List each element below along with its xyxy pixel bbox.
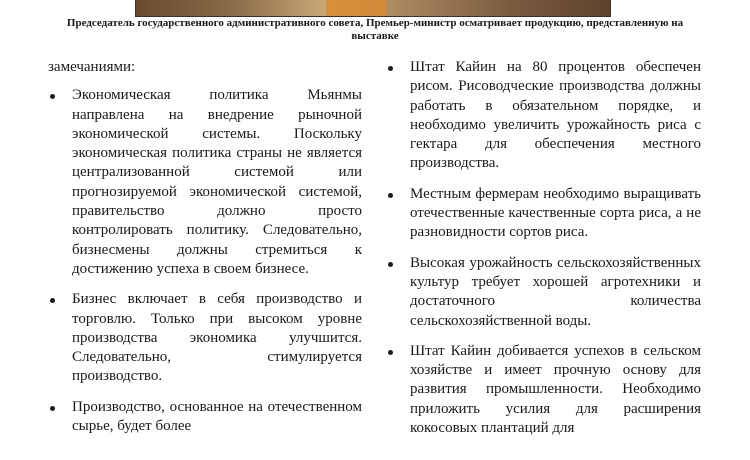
lead-text: замечаниями: [48,59,136,75]
bullet-icon [50,298,55,303]
right-column [386,58,701,449]
right-bullet-list [386,58,701,438]
list-item: Производство, основанное на отечественном сырье, будет более [48,398,362,437]
list-item: Штат Кайин на 80 процентов обеспечен рисом. Рисоводческие производства должны работать в обязательном порядке, и необходимо увеличить урожайность риса с гектара для обеспечения местного производства. [386,58,701,174]
bullet-icon [388,193,393,198]
bullet-icon [50,406,55,411]
list-item: Штат Кайин добивается успехов в сельском хозяйстве и имеет прочную основу для развития промышленности. Необходимо приложить усилия для расширения кокосовых плантаций для [386,342,701,438]
left-column [48,58,362,447]
bullet-icon [388,262,393,267]
list-item: Высокая урожайность сельскохозяйственных культур требует хорошей агротехники и достаточного количества сельскохозяйственной воды. [386,254,701,331]
bullet-icon [388,66,393,71]
bullet-icon [388,350,393,355]
list-item: Местным фермерам необходимо выращивать отечественные качественные сорта риса, а не разновидности сортов риса. [386,185,701,243]
left-bullet-list [48,86,362,436]
list-item: Бизнес включает в себя производство и торговлю. Только при высоком уровне производства экономика улучшится. Следовательно, стимулируется производство. [48,290,362,386]
bullet-icon [50,94,55,99]
list-item: Экономическая политика Мьянмы направлена на внедрение рыночной экономической системы. Поскольку экономическая политика страны не является централизованной системой или прогнозируемой экономической системой, правительство должно просто контролировать политику. Следовательно, бизнесмены должны стремиться к достижению успеха в своем бизнесе. [48,86,362,279]
news-photo [135,0,611,17]
photo-caption: Председатель государственного административного совета, Премьер-министр осматривает продукцию, представленную на выставке [66,17,684,42]
